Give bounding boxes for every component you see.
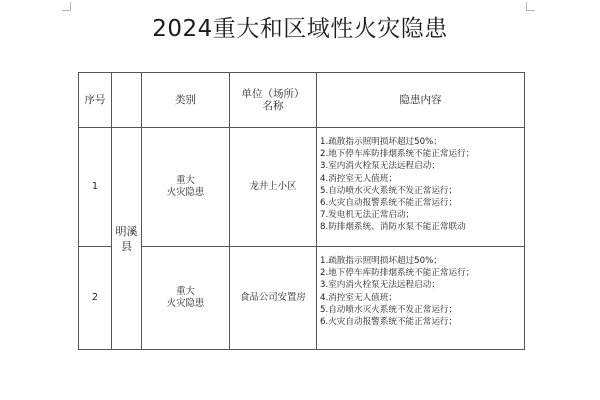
row-2-category-line2: 火灾隐患 <box>166 298 205 309</box>
list-item: 8.防排烟系统、消防水泵不能正常联动 <box>320 222 466 233</box>
list-item: 6.火灾自动报警系统不能正常运行； <box>320 198 458 209</box>
row-2-content <box>317 247 525 350</box>
header-unit-line2: 名称 <box>262 100 284 112</box>
row-1-category-line1: 重大 <box>176 175 195 186</box>
header-unit-line1: 单位（场所） <box>241 87 305 100</box>
list-item: 3.室内消火栓泵无法远程启动； <box>320 161 440 172</box>
list-item: 7.发电机无法正常启动； <box>320 210 415 221</box>
row-1-category-line2: 火灾隐患 <box>166 187 205 198</box>
row-2-unit: 食品公司安置房 <box>230 247 317 350</box>
header-content: 隐患内容 <box>317 73 525 128</box>
list-item: 3.室内消火栓泵无法远程启动； <box>320 280 440 291</box>
header-category: 类别 <box>142 73 230 128</box>
row-2-category <box>142 247 230 350</box>
row-1-category <box>142 128 230 247</box>
header-unit <box>230 73 317 128</box>
list-item: 4.消控室无人值班； <box>320 173 397 184</box>
document-title: 2024重大和区域性火灾隐患 <box>152 16 448 42</box>
list-item: 5.自动喷水灭火系统不发正常运行； <box>320 304 458 315</box>
header-county <box>112 73 142 128</box>
list-item: 6.火灾自动报警系统不能正常运行； <box>320 317 458 328</box>
county-line1: 明溪 <box>115 224 138 238</box>
list-item: 2.地下停车库防排烟系统不能正常运行； <box>320 268 475 279</box>
list-item: 1.疏散指示照明损坏超过50%； <box>320 256 442 266</box>
table-row <box>79 128 525 247</box>
list-item: 2.地下停车库防排烟系统不能正常运行； <box>320 149 475 160</box>
header-seq: 序号 <box>79 73 112 128</box>
row-1-seq: 1 <box>79 128 112 247</box>
row-2-seq: 2 <box>79 247 112 350</box>
list-item: 1.疏散指示照明损坏超过50%； <box>320 137 442 147</box>
list-item: 4.消控室无人值班； <box>320 292 397 303</box>
table-header-row <box>79 73 525 128</box>
list-item: 5.自动喷水灭火系统不发正常运行； <box>320 185 458 196</box>
table-row <box>79 247 525 350</box>
row-1-unit: 龙井上小区 <box>230 128 317 247</box>
hazard-table <box>78 72 525 350</box>
county-cell <box>112 128 142 350</box>
county-line2: 县 <box>121 239 132 253</box>
row-1-content <box>317 128 525 247</box>
row-2-category-line1: 重大 <box>176 286 195 297</box>
